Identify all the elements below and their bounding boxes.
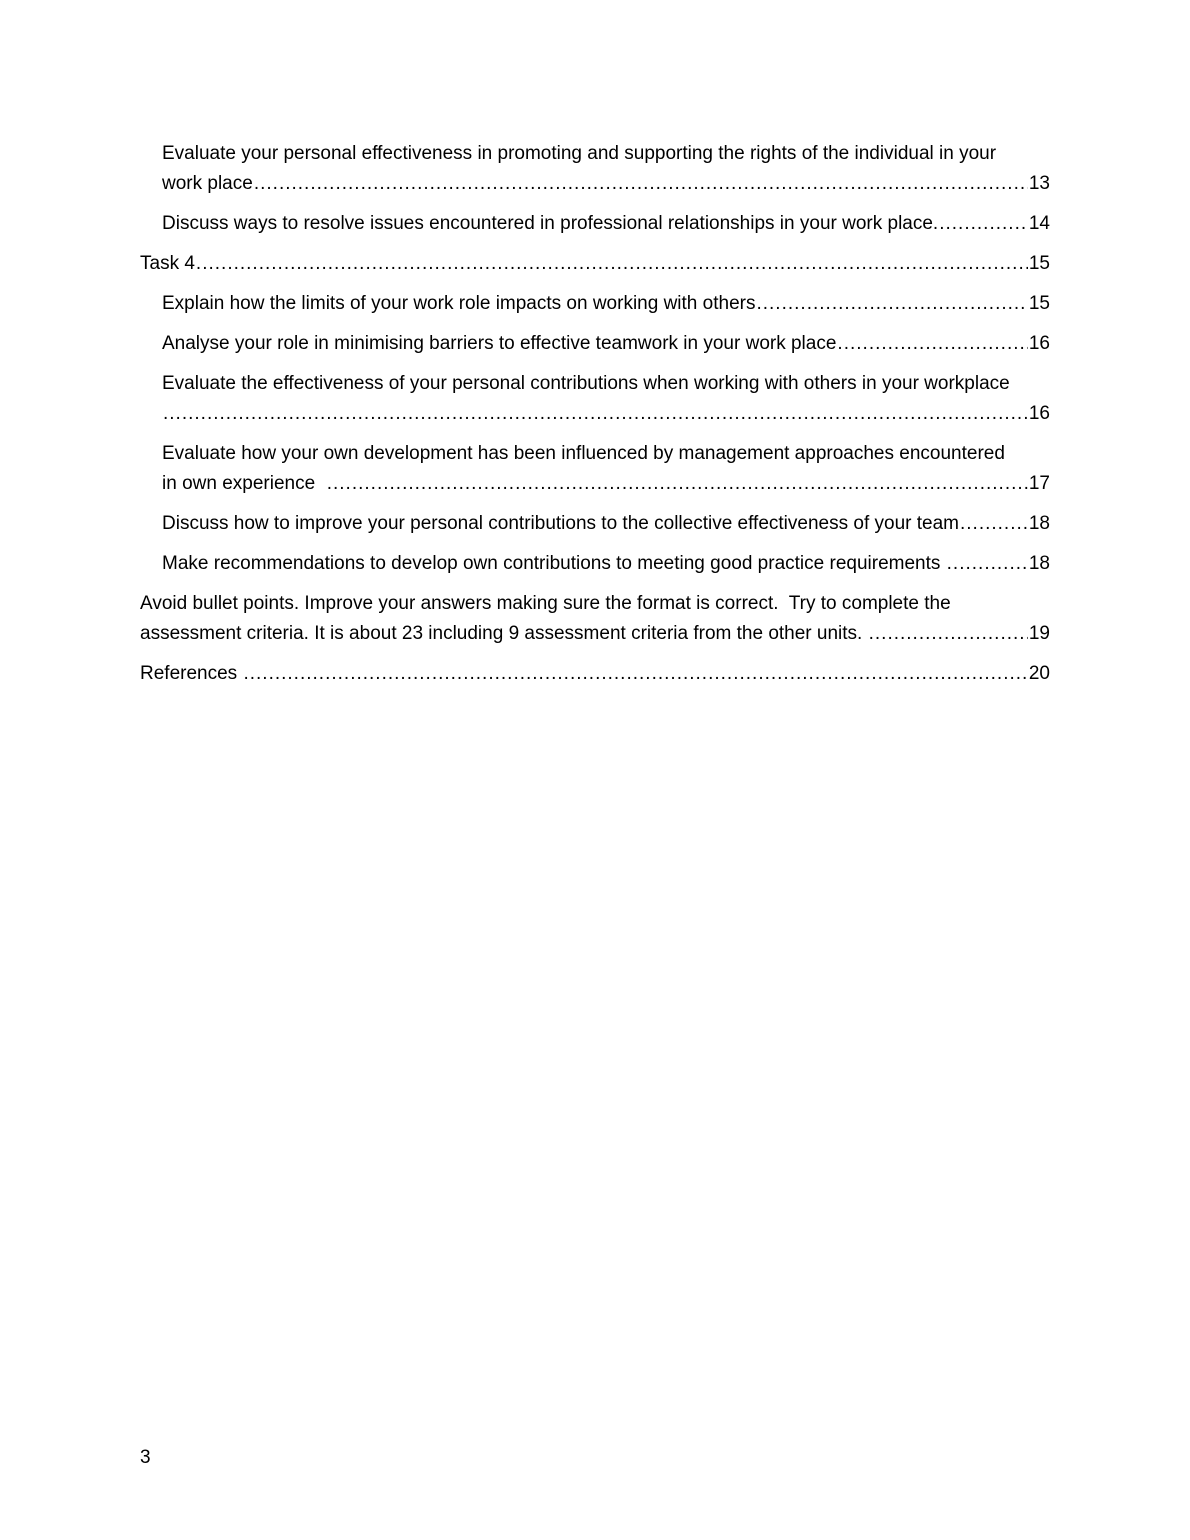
dot-leader [254,169,1028,199]
dot-leader [947,549,1028,579]
toc-entry[interactable] [140,589,1050,649]
dot-leader [756,289,1027,319]
toc-entry-text: Make recommendations to develop own contributions to meeting good practice requirements [162,553,946,574]
dot-leader [196,249,1028,279]
toc-entry-text: Discuss how to improve your personal contributions to the collective effectiveness of your team [162,513,959,534]
toc-entry[interactable] [140,549,1050,579]
toc-entry[interactable] [140,439,1050,499]
table-of-contents [140,139,1050,699]
toc-entry[interactable] [140,369,1050,429]
dot-leader [163,399,1028,429]
toc-page-number: 16 [1028,403,1050,424]
dot-leader [837,329,1027,359]
dot-leader [960,509,1028,539]
toc-entry-text: Explain how the limits of your work role impacts on working with others [162,293,756,314]
toc-entry-text-line2: assessment criteria. It is about 23 including 9 assessment criteria from the other units. [140,623,868,644]
toc-entry-text-line1: Evaluate your personal effectiveness in promoting and supporting the rights of the individual in your [162,143,997,164]
page-number: 3 [140,1447,151,1468]
toc-page-number: 13 [1028,173,1050,194]
toc-entry-text: Discuss ways to resolve issues encountered in professional relationships in your work place. [162,213,939,234]
toc-page-number: 18 [1028,553,1050,574]
toc-page-number: 16 [1028,333,1050,354]
dot-leader [869,619,1028,649]
toc-entry-references[interactable] [140,659,1050,689]
toc-entry-text-line2: in own experience [162,473,326,494]
toc-page-number: 15 [1028,253,1050,274]
dot-leader [939,209,1028,239]
toc-entry-text-line1: Evaluate how your own development has been influenced by management approaches encountered [162,443,1005,464]
toc-page-number: 15 [1028,293,1050,314]
toc-page-number: 20 [1028,663,1050,684]
toc-entry-text: References [140,663,243,684]
toc-entry[interactable] [140,139,1050,199]
toc-entry[interactable] [140,329,1050,359]
toc-entry[interactable] [140,289,1050,319]
toc-entry-text-line1: Evaluate the effectiveness of your personal contributions when working with others in your workplace [162,373,1010,394]
toc-page-number: 14 [1028,213,1050,234]
toc-entry[interactable] [140,509,1050,539]
dot-leader [243,659,1027,689]
dot-leader [327,469,1028,499]
toc-page-number: 18 [1028,513,1050,534]
toc-entry-text-line1: Avoid bullet points. Improve your answers making sure the format is correct. Try to complete the [140,593,951,614]
toc-entry-text-line2: work place [162,173,253,194]
toc-entry[interactable] [140,209,1050,239]
toc-entry-text: Task 4 [140,253,195,274]
toc-entry-text: Analyse your role in minimising barriers to effective teamwork in your work place [162,333,837,354]
toc-page-number: 19 [1028,623,1050,644]
toc-page-number: 17 [1028,473,1050,494]
toc-entry-task-4[interactable] [140,249,1050,279]
